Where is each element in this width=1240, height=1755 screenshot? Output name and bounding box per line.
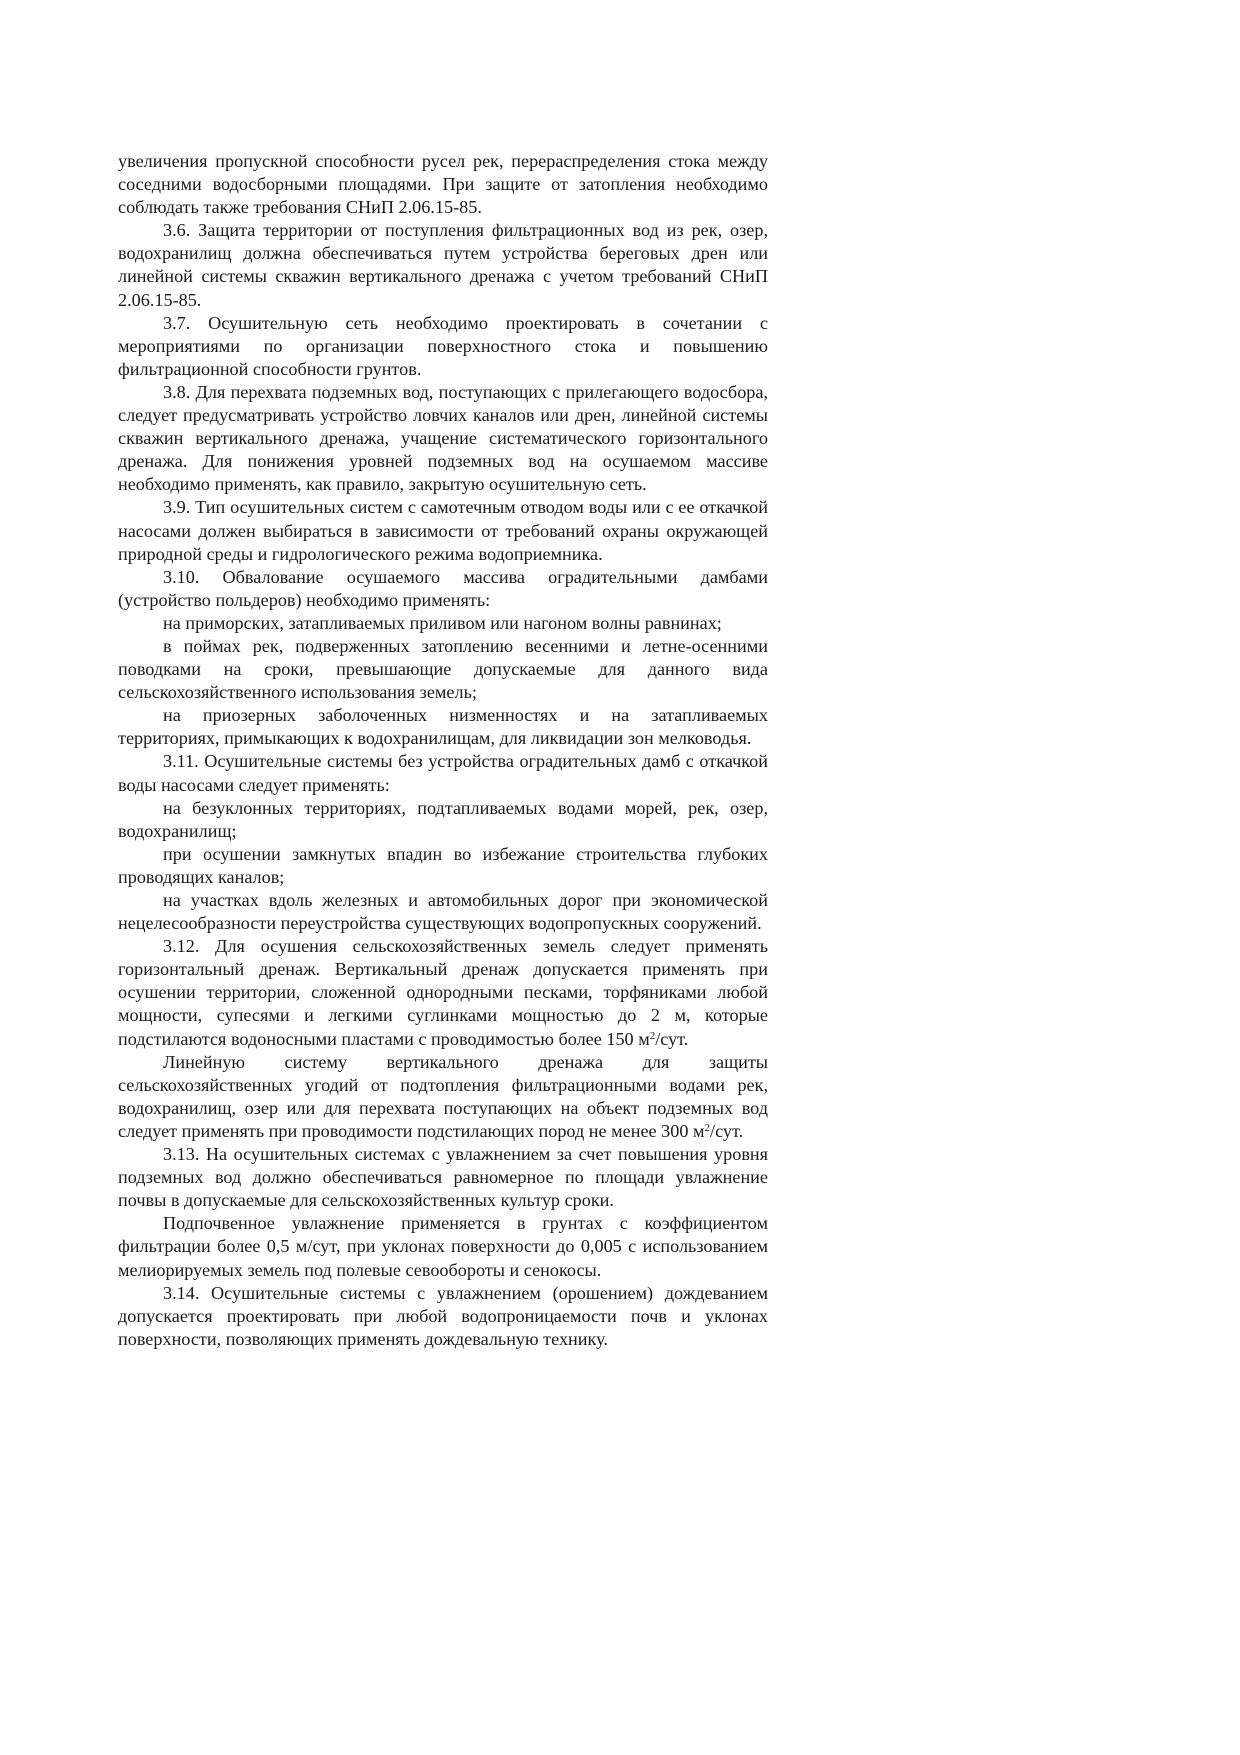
superscript-2: 2 bbox=[649, 1029, 656, 1042]
paragraph-linear-drainage bbox=[118, 1051, 768, 1143]
paragraph-3-9: 3.9. Тип осушительных систем с самотечным отводом воды или с ее откачкой насосами должен выбираться в зависимости от требований охраны окружающей природной среды и гидрологического режима водоприемника. bbox=[118, 497, 768, 564]
paragraph-3-6: 3.6. Защита территории от поступления фильтрационных вод из рек, озер, водохранилищ должна обеспечиваться путем устройства береговых дрен или линейной системы скважин вертикального дренажа с учетом требований СНиП 2.06.15-85. bbox=[118, 220, 768, 310]
paragraph-linear-drainage-text: Линейную систему вертикального дренажа для защиты сельскохозяйственных угодий от подтопления фильтрационными водами рек, водохранилищ, озер или для перехвата поступающих на объект подземных вод следует применять при проводимости подстилающих пород не менее 300 м bbox=[118, 1051, 768, 1141]
paragraph-3-12-text: 3.12. Для осушения сельскохозяйственных земель следует применять горизонтальный дренаж. Вертикальный дренаж допускается применять при осушении территории, сложенной однородными песками, торфяниками любой мощности, супесями и легкими суглинками мощностью до 2 м, которые подстилаются водоносными пластами с проводимостью более 150 м bbox=[118, 936, 768, 1049]
list-item-3-11-a: на безуклонных территориях, подтапливаемых водами морей, рек, озер, водохранилищ; bbox=[118, 797, 768, 841]
paragraph-3-11: 3.11. Осушительные системы без устройства оградительных дамб с откачкой воды насосами следует применять: bbox=[118, 751, 768, 795]
list-item-3-10-c: на приозерных заболоченных низменностях и на затапливаемых территориях, примыкающих к водохранилищам, для ликвидации зон мелководья. bbox=[118, 705, 768, 749]
paragraph-3-12 bbox=[118, 935, 768, 1050]
document-page bbox=[118, 150, 768, 1351]
paragraph-3-14: 3.14. Осушительные системы с увлажнением (орошением) дождеванием допускается проектировать при любой водопроницаемости почв и уклонах поверхности, позволяющих применять дождевальную технику. bbox=[118, 1282, 768, 1349]
list-item-3-11-c: на участках вдоль железных и автомобильных дорог при экономической нецелесообразности переустройства существующих водопропускных сооружений. bbox=[118, 890, 768, 934]
paragraph-3-10: 3.10. Обвалование осушаемого массива оградительными дамбами (устройство польдеров) необходимо применять: bbox=[118, 566, 768, 610]
paragraph-subsoil-moistening: Подпочвенное увлажнение применяется в грунтах с коэффициентом фильтрации более 0,5 м/сут, при уклонах поверхности до 0,005 с использованием мелиорируемых земель под полевые севообороты и сенокосы. bbox=[118, 1213, 768, 1280]
paragraph-3-13: 3.13. На осушительных системах с увлажнением за счет повышения уровня подземных вод должно обеспечиваться равномерное по площади увлажнение почвы в допускаемые для сельскохозяйственных культур сроки. bbox=[118, 1144, 768, 1211]
list-item-3-10-a: на приморских, затапливаемых приливом или нагоном волны равнинах; bbox=[163, 612, 722, 633]
paragraph-linear-drainage-tail: /сут. bbox=[710, 1120, 744, 1141]
paragraph-continuation: увеличения пропускной способности русел рек, перераспределения стока между соседними водосборными площадями. При защите от затопления необходимо соблюдать также требования СНиП 2.06.15-85. bbox=[118, 151, 768, 218]
superscript-2: 2 bbox=[704, 1121, 711, 1134]
list-item-3-11-b: при осушении замкнутых впадин во избежание строительства глубоких проводящих каналов; bbox=[118, 843, 768, 887]
paragraph-3-7: 3.7. Осушительную сеть необходимо проектировать в сочетании с мероприятиями по организации поверхностного стока и повышению фильтрационной способности грунтов. bbox=[118, 312, 768, 379]
paragraph-3-12-tail: /сут. bbox=[655, 1028, 689, 1049]
paragraph-3-8: 3.8. Для перехвата подземных вод, поступающих с прилегающего водосбора, следует предусматривать устройство ловчих каналов или дрен, линейной системы скважин вертикального дренажа, учащение систематического горизонтального дренажа. Для понижения уровней подземных вод на осушаемом массиве необходимо применять, как правило, закрытую осушительную сеть. bbox=[118, 381, 768, 495]
list-item-3-10-b: в поймах рек, подверженных затоплению весенними и летне-осенними поводками на сроки, превышающие допускаемые для данного вида сельскохозяйственного использования земель; bbox=[118, 635, 768, 703]
